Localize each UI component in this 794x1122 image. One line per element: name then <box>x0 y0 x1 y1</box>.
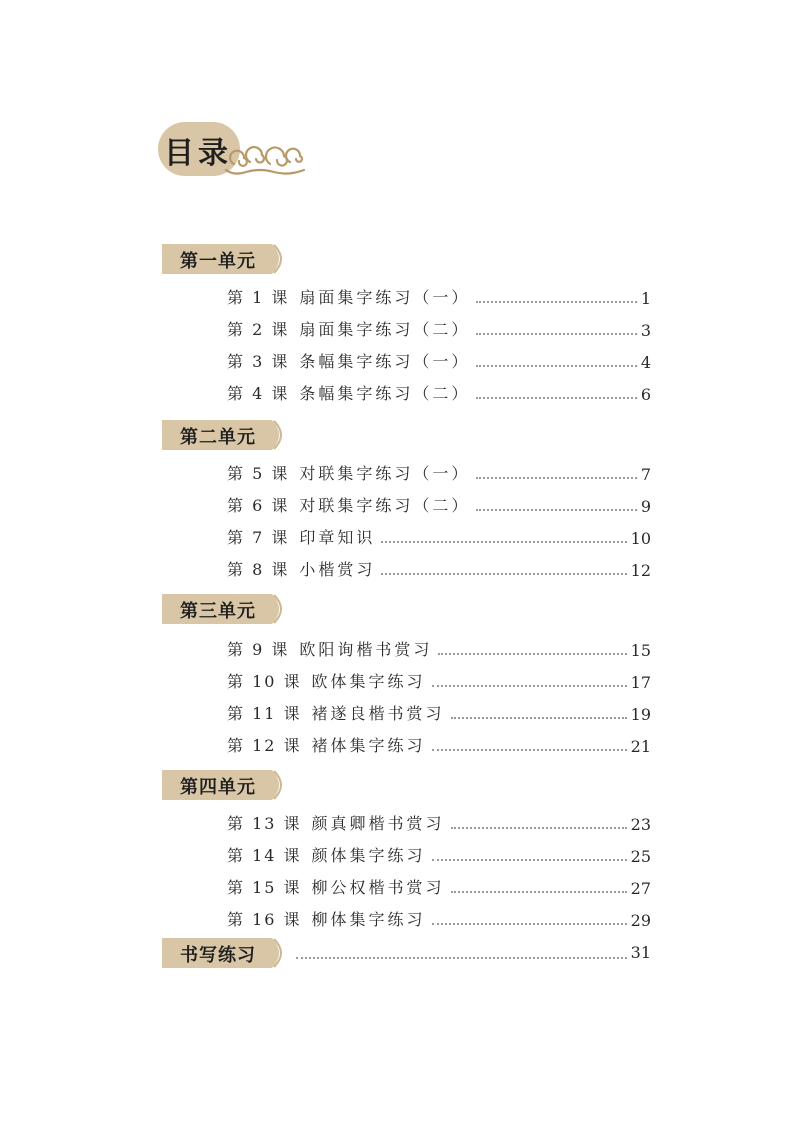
toc-title <box>158 122 308 182</box>
dot-leader <box>432 859 627 861</box>
dot-leader <box>476 509 636 511</box>
dot-leader <box>476 365 636 367</box>
lesson-name: 柳公权楷书赏习 <box>311 878 445 897</box>
unit-label: 第四单元 <box>180 777 256 798</box>
lesson-name: 欧体集字练习 <box>311 672 426 691</box>
toc-row[interactable] <box>227 460 651 484</box>
lesson-number: 第 16 课 <box>227 910 302 929</box>
toc-row[interactable] <box>227 348 651 372</box>
lesson-number: 第 2 课 <box>227 320 290 339</box>
lesson-name: 小楷赏习 <box>299 560 376 579</box>
lesson-name: 欧阳询楷书赏习 <box>299 640 433 659</box>
toc-row[interactable] <box>227 668 651 692</box>
lesson-name: 颜真卿楷书赏习 <box>311 814 445 833</box>
page-number: 12 <box>630 561 651 580</box>
toc-row[interactable] <box>227 700 651 724</box>
unit-label: 第二单元 <box>180 427 256 448</box>
lesson-number: 第 12 课 <box>227 736 302 755</box>
dot-leader <box>476 301 636 303</box>
unit-header-2 <box>162 420 286 450</box>
page-number: 27 <box>630 879 651 898</box>
lesson-name: 对联集字练习（一） <box>299 464 471 483</box>
toc-row[interactable] <box>227 810 651 834</box>
toc-row[interactable] <box>227 732 651 756</box>
lesson-name: 条幅集字练习（一） <box>299 352 471 371</box>
practice-header <box>162 938 286 968</box>
dot-leader <box>432 749 627 751</box>
page-number: 25 <box>630 847 651 866</box>
page-number: 29 <box>630 911 651 930</box>
lesson-name: 扇面集字练习（一） <box>299 288 471 307</box>
page-number: 4 <box>640 353 651 372</box>
toc-row[interactable] <box>227 316 651 340</box>
toc-row[interactable] <box>227 874 651 898</box>
practice-label: 书写练习 <box>180 945 256 966</box>
dot-leader <box>296 957 627 959</box>
page-number: 10 <box>630 529 651 548</box>
lesson-name: 对联集字练习（二） <box>299 496 471 515</box>
lesson-number: 第 11 课 <box>227 704 302 723</box>
lesson-name: 褚体集字练习 <box>311 736 426 755</box>
page-number: 7 <box>640 465 651 484</box>
dot-leader <box>451 717 627 719</box>
dot-leader <box>381 573 626 575</box>
dot-leader <box>438 653 626 655</box>
lesson-number: 第 7 课 <box>227 528 290 547</box>
lesson-number: 第 14 课 <box>227 846 302 865</box>
toc-row[interactable] <box>227 556 651 580</box>
toc-row[interactable] <box>227 380 651 404</box>
unit-label: 第三单元 <box>180 601 256 622</box>
dot-leader <box>476 397 636 399</box>
page-number: 21 <box>630 737 651 756</box>
page-number: 17 <box>630 673 651 692</box>
auspicious-cloud-icon <box>220 136 310 178</box>
lesson-name: 条幅集字练习（二） <box>299 384 471 403</box>
dot-leader <box>432 685 627 687</box>
lesson-name: 颜体集字练习 <box>311 846 426 865</box>
page-number: 3 <box>640 321 651 340</box>
dot-leader <box>476 333 636 335</box>
unit-header-1 <box>162 244 286 274</box>
lesson-number: 第 10 课 <box>227 672 302 691</box>
page-number: 15 <box>630 641 651 660</box>
lesson-name: 扇面集字练习（二） <box>299 320 471 339</box>
toc-row[interactable] <box>227 906 651 930</box>
dot-leader <box>381 541 626 543</box>
page-number: 31 <box>630 943 651 962</box>
lesson-name: 印章知识 <box>299 528 376 547</box>
toc-row[interactable] <box>227 842 651 866</box>
lesson-number: 第 15 课 <box>227 878 302 897</box>
page-number: 23 <box>630 815 651 834</box>
toc-row[interactable] <box>227 284 651 308</box>
lesson-number: 第 13 课 <box>227 814 302 833</box>
dot-leader <box>451 827 627 829</box>
page-number: 9 <box>640 497 651 516</box>
page-number: 1 <box>640 289 651 308</box>
lesson-number: 第 9 课 <box>227 640 290 659</box>
lesson-name: 褚遂良楷书赏习 <box>311 704 445 723</box>
lesson-number: 第 1 课 <box>227 288 290 307</box>
lesson-name: 柳体集字练习 <box>311 910 426 929</box>
toc-row[interactable] <box>227 524 651 548</box>
lesson-number: 第 5 课 <box>227 464 290 483</box>
dot-leader <box>451 891 627 893</box>
page-title: 目录 <box>164 136 232 171</box>
lesson-number: 第 8 课 <box>227 560 290 579</box>
lesson-number: 第 4 课 <box>227 384 290 403</box>
page-number: 19 <box>630 705 651 724</box>
dot-leader <box>432 923 627 925</box>
unit-header-4 <box>162 770 286 800</box>
unit-header-3 <box>162 594 286 624</box>
lesson-number: 第 6 课 <box>227 496 290 515</box>
lesson-number: 第 3 课 <box>227 352 290 371</box>
page-number: 6 <box>640 385 651 404</box>
toc-row[interactable] <box>227 636 651 660</box>
unit-label: 第一单元 <box>180 251 256 272</box>
dot-leader <box>476 477 636 479</box>
toc-row-writing-practice[interactable] <box>162 938 651 968</box>
toc-row[interactable] <box>227 492 651 516</box>
